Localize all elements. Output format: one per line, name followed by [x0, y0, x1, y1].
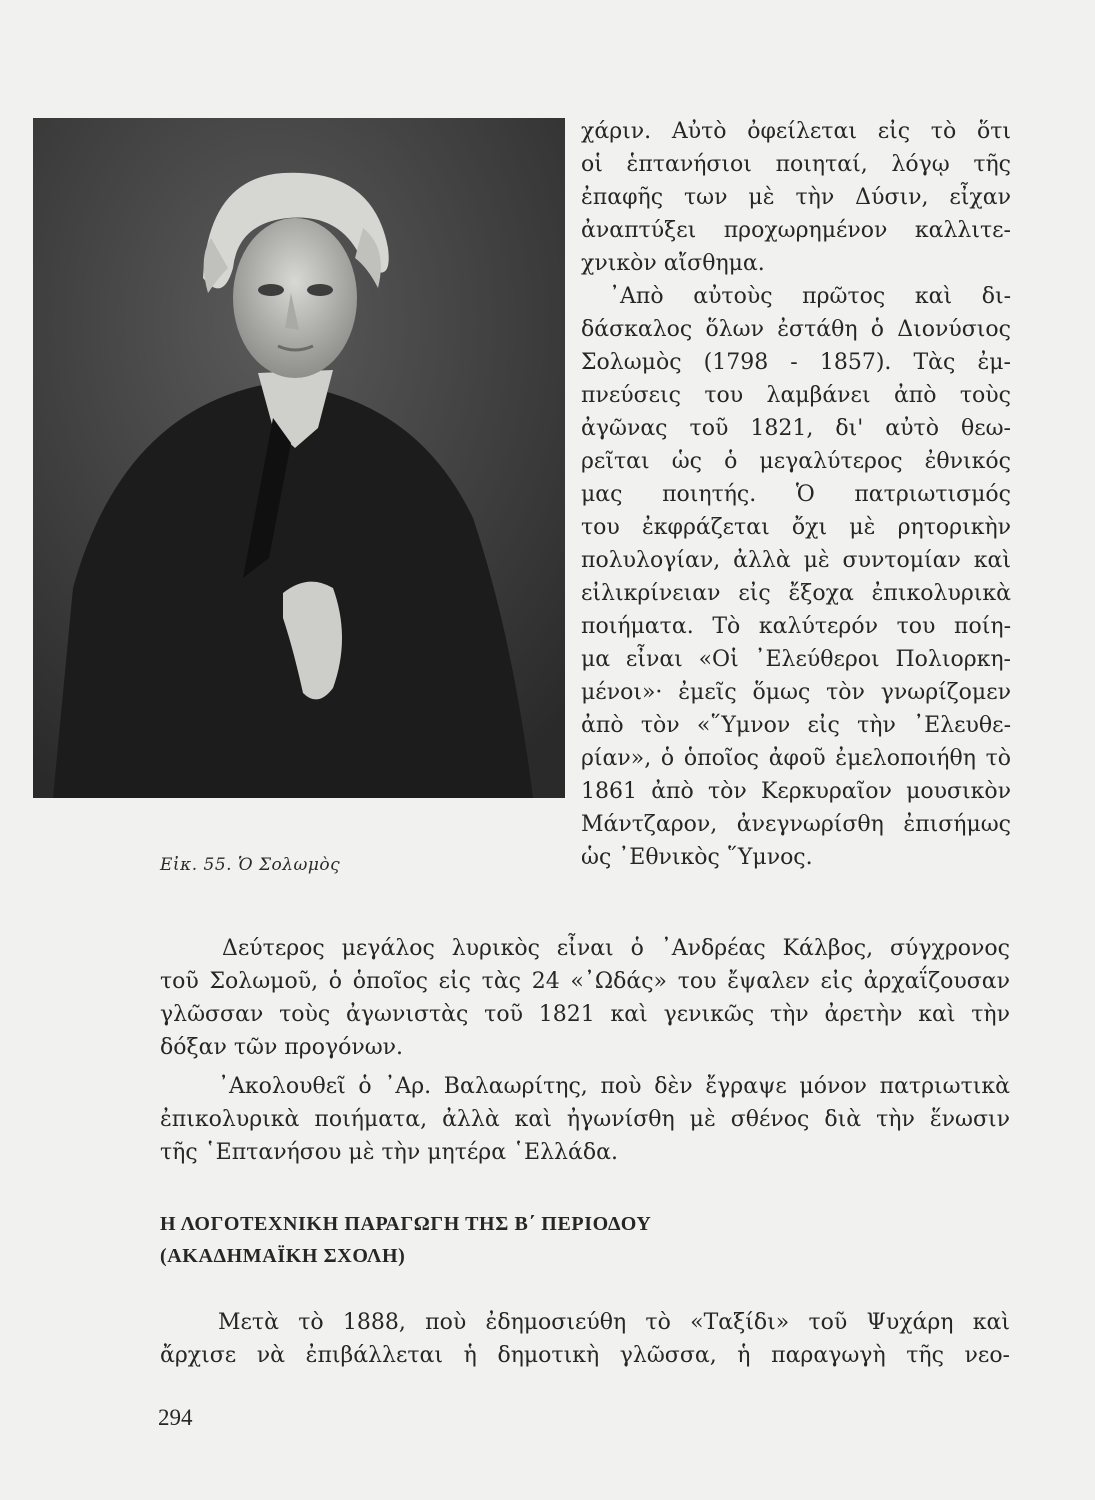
paragraph-section [160, 1306, 1010, 1372]
text-line: Σολωμὸς (1798 - 1857). Τὰς ἐμ- [581, 350, 1011, 375]
text-line: του ἐκφράζεται ὄχι μὲ ρητορικὴν [581, 515, 1011, 540]
text-line: μένοι»· ἐμεῖς ὅμως τὸν γνωρίζομεν [581, 680, 1011, 705]
text-line: ἀπὸ τὸν «῞Υμνον εἰς τὴν ᾿Ελευθε- [581, 713, 1011, 738]
text-line: δόξαν τῶν προγόνων. [160, 1035, 404, 1060]
text-line: γλῶσσαν τοὺς ἀγωνιστὰς τοῦ 1821 καὶ γενικῶς τὴν ἀρετὴν καὶ τὴν [160, 1002, 1010, 1027]
text-line: ἐπικολυρικὰ ποιήματα, ἀλλὰ καὶ ἠγωνίσθη μὲ σθένος διὰ τὴν ἕνωσιν [160, 1107, 1010, 1132]
text-line: Μάντζαρον, ἀνεγνωρίσθη ἐπισήμως [581, 812, 1011, 837]
text-line: ὡς ᾿Εθνικὸς ῞Υμνος. [581, 845, 813, 870]
text-line: ἀγῶνας τοῦ 1821, δι' αὐτὸ θεω- [581, 416, 1011, 441]
text-line: χάριν. Αὐτὸ ὀφείλεται εἰς τὸ ὅτι [581, 119, 1011, 144]
text-line: ρίαν», ὁ ὁποῖος ἀφοῦ ἐμελοποιήθη τὸ [581, 746, 1011, 771]
text-line: Δεύτερος μεγάλος λυρικὸς εἶναι ὁ ᾿Ανδρέας Κάλβος, σύγχρονος [222, 936, 1010, 961]
text-line: ᾿Απὸ αὐτοὺς πρῶτος καὶ δι- [609, 284, 1011, 309]
paragraph-kalvos [160, 932, 1010, 1064]
text-line: ρεῖται ὡς ὁ μεγαλύτερος ἐθνικός [581, 449, 1011, 474]
section-heading-line-2: (ΑΚΑΔΗΜΑΪΚΗ ΣΧΟΛΗ) [160, 1245, 406, 1267]
text-line: τῆς ῾Επτανήσου μὲ τὴν μητέρα ῾Ελλάδα. [160, 1140, 618, 1165]
text-line: μας ποιητής. Ὁ πατριωτισμός [581, 482, 1011, 507]
text-line: πνεύσεις του λαμβάνει ἀπὸ τοὺς [581, 383, 1011, 408]
text-line: δάσκαλος ὅλων ἐστάθη ὁ Διονύσιος [581, 317, 1011, 342]
figure-caption: Εἰκ. 55. Ὁ Σολωμὸς [160, 855, 341, 875]
paragraph-valaoritis [160, 1070, 1010, 1169]
text-line: 1861 ἀπὸ τὸν Κερκυραῖον μουσικὸν [581, 779, 1011, 804]
text-line: μα εἶναι «Οἱ ᾿Ελεύθεροι Πολιορκη- [581, 647, 1011, 672]
text-line: ᾿Ακολουθεῖ ὁ ᾿Αρ. Βαλαωρίτης, ποὺ δὲν ἔγραψε μόνον πατριωτικὰ [218, 1074, 1010, 1099]
page-number: 294 [158, 1405, 193, 1430]
section-heading-line-1: Η ΛΟΓΟΤΕΧΝΙΚΗ ΠΑΡΑΓΩΓΗ ΤΗΣ Β΄ ΠΕΡΙΟΔΟΥ [160, 1213, 652, 1235]
text-line: ἄρχισε νὰ ἐπιβάλλεται ἡ δημοτικὴ γλῶσσα, ἡ παραγωγὴ τῆς νεο- [160, 1343, 1010, 1368]
text-line: πολυλογίαν, ἀλλὰ μὲ συντομίαν καὶ [581, 548, 1011, 573]
text-line: ἀναπτύξει προχωρημένον καλλιτε- [581, 218, 1011, 243]
solomos-portrait [33, 118, 565, 798]
text-line: Μετὰ τὸ 1888, ποὺ ἐδημοσιεύθη τὸ «Ταξίδι» τοῦ Ψυχάρη καὶ [218, 1310, 1010, 1335]
text-line: τοῦ Σολωμοῦ, ὁ ὁποῖος εἰς τὰς 24 «᾿Ωδάς» του ἔψαλεν εἰς ἀρχαΐζουσαν [160, 969, 1010, 994]
text-line: ἐπαφῆς των μὲ τὴν Δύσιν, εἶχαν [581, 185, 1011, 210]
column-paragraph [581, 115, 1011, 874]
text-line: χνικὸν αἴσθημα. [581, 251, 765, 276]
text-line: οἱ ἑπτανήσιοι ποιηταί, λόγῳ τῆς [581, 152, 1011, 177]
text-line: ποιήματα. Τὸ καλύτερόν του ποίη- [581, 614, 1011, 639]
text-line: εἰλικρίνειαν εἰς ἔξοχα ἐπικολυρικὰ [581, 581, 1011, 606]
